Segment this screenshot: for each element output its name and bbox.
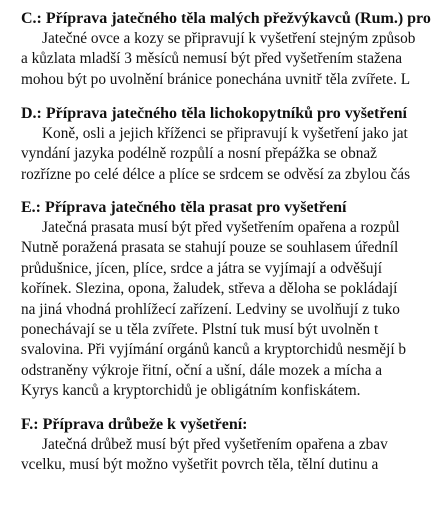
paragraph-line: Jatečné ovce a kozy se připravují k vyšetření stejným způsob: [42, 30, 416, 47]
paragraph-line: na jiná vhodná prohlížecí zařízení. Ledviny se uvolňují z tuko: [21, 300, 400, 318]
section-heading: E.: Příprava jatečného těla prasat pro vyšetření: [21, 199, 347, 216]
paragraph-line: odstraněny výkroje řitní, oční a ušní, dále mozek a mícha a: [21, 361, 383, 379]
paragraph-line: Jatečná drůbež musí být před vyšetřením opařena a zbav: [42, 436, 388, 453]
paragraph-line: ponechávají se u těla zvířete. Plstní tuk musí být uvolněn t: [21, 321, 379, 339]
section-heading: F.: Příprava drůbeže k vyšetření:: [21, 416, 248, 433]
section-heading: C.: Příprava jatečného těla malých přežvýkavců (Rum.) pro: [21, 10, 431, 27]
paragraph-line: Nutně poražená prasata se stahují pouze se souhlasem úředníl: [21, 239, 399, 257]
section-e: [21, 198, 444, 402]
section-c: [21, 9, 444, 90]
paragraph-line: Koně, osli a jejich kříženci se připravují k vyšetření jako jat: [42, 125, 408, 142]
paragraph-line: svalovina. Při vyjímání orgánů kanců a kryptorchidů nesmějí b: [21, 341, 407, 359]
section-f: [21, 415, 444, 476]
section-heading: D.: Příprava jatečného těla lichokopytníků pro vyšetření: [21, 105, 407, 122]
section-d: [21, 104, 444, 185]
paragraph-line: průdušnice, jícen, plíce, srdce a játra se vyjímají a odvěšují: [21, 259, 383, 277]
paragraph-line: Jatečná prasata musí být před vyšetřením opařena a rozpůl: [42, 219, 400, 236]
paragraph-line: mohou být po uvolnění bránice ponechána uvnitř těla zvířete. L: [21, 70, 411, 88]
paragraph-line: vyndání jazyka podélně rozpůlí a nosní přepážka se obnaž: [21, 145, 377, 163]
paragraph-line: Kyrys kanců a kryptorchidů je obligátním konfiskátem.: [21, 382, 361, 400]
paragraph-line: vcelku, musí být možno vyšetřit povrch těla, tělní dutinu a: [21, 456, 379, 474]
paragraph-line: rozřízne po celé délce a plíce se srdcem se odvěsí za zbylou čás: [21, 165, 411, 183]
paragraph-line: a kůzlata mladší 3 měsíců nemusí být před vyšetřením stažena: [21, 50, 403, 68]
paragraph-line: kořínek. Slezina, opona, žaludek, střeva a děloha se pokládají: [21, 280, 398, 298]
